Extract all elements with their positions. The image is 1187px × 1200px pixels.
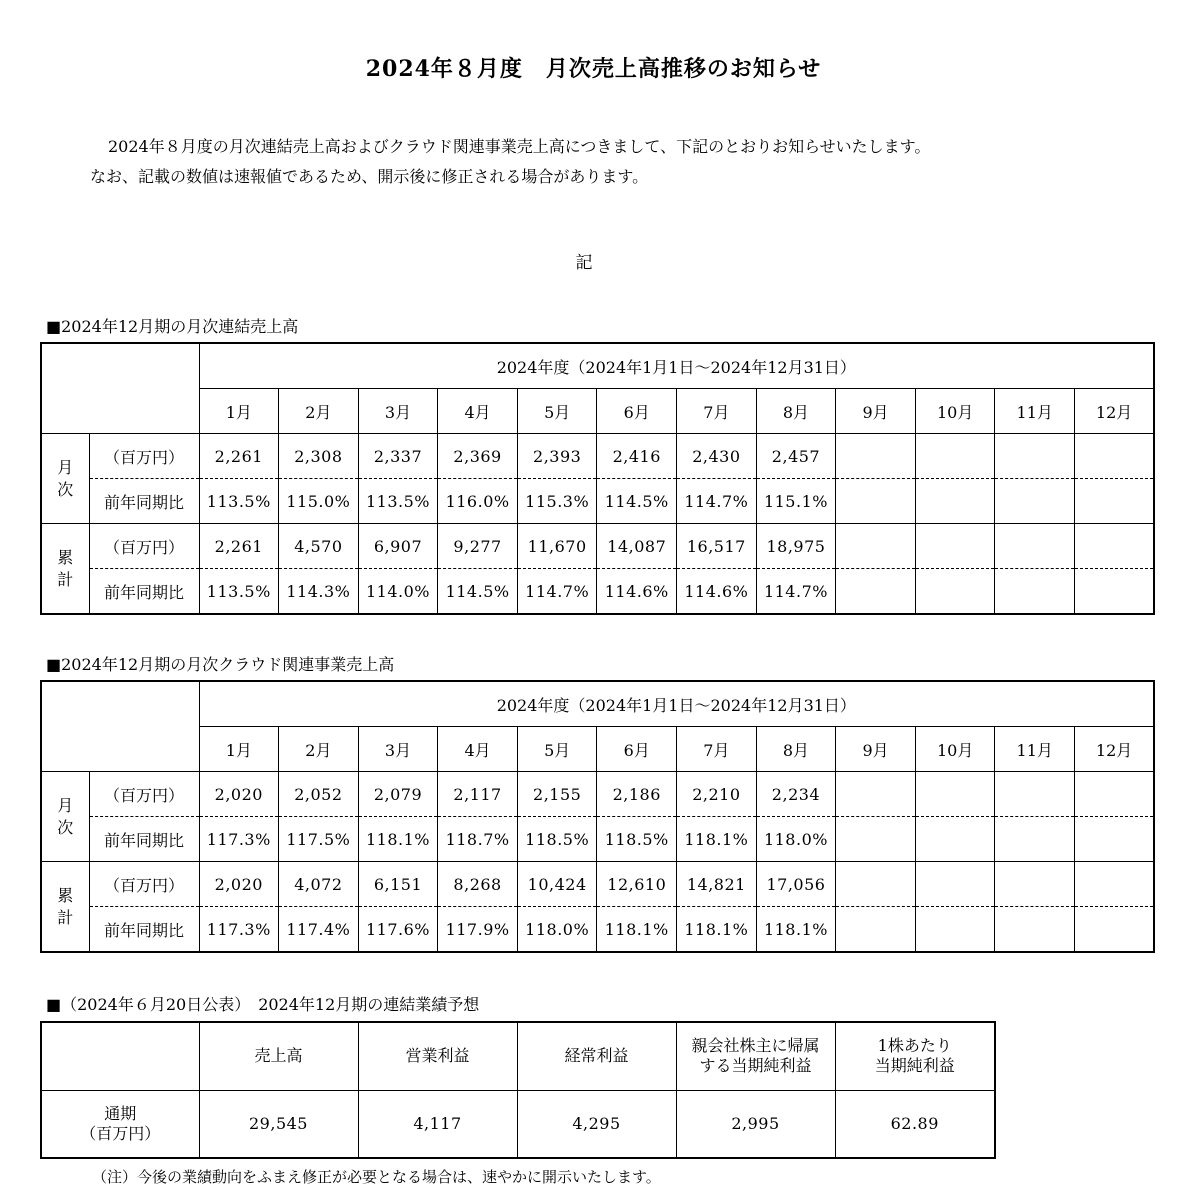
forecast-caption: ■（2024年６月20日公表） 2024年12月期の連結業績予想	[46, 995, 480, 1014]
value-cell	[836, 569, 916, 615]
value-cell	[1075, 524, 1155, 569]
header-line: 当期純利益	[874, 1056, 955, 1076]
value-cell: 2,234	[756, 772, 836, 817]
value-cell: 2,020	[199, 862, 279, 907]
value-cell: 118.0%	[517, 907, 597, 953]
header-line: 親会社株主に帰属	[691, 1036, 820, 1056]
value-cell: 114.5%	[438, 569, 518, 615]
value-cell: 117.4%	[279, 907, 359, 953]
value-cell: 16,517	[677, 524, 757, 569]
value-cell: 2,457	[756, 434, 836, 479]
value-cell: 2,117	[438, 772, 518, 817]
forecast-value: 29,545	[199, 1090, 358, 1158]
month-header: 7月	[677, 727, 757, 772]
value-cell: 2,337	[358, 434, 438, 479]
month-header: 8月	[756, 389, 836, 434]
value-cell: 118.0%	[756, 817, 836, 862]
month-header: 12月	[1075, 727, 1155, 772]
value-cell: 118.1%	[597, 907, 677, 953]
month-header: 12月	[1075, 389, 1155, 434]
header-row-period	[41, 343, 1154, 389]
value-cell	[1075, 434, 1155, 479]
value-cell	[995, 479, 1075, 524]
value-cell: 9,277	[438, 524, 518, 569]
month-header: 5月	[517, 727, 597, 772]
month-header: 2月	[279, 389, 359, 434]
forecast-value: 4,295	[517, 1090, 676, 1158]
value-cell: 11,670	[517, 524, 597, 569]
row-label: （百万円）	[89, 772, 199, 817]
value-cell: 2,052	[279, 772, 359, 817]
table-row	[41, 817, 1154, 862]
header-line: する当期純利益	[699, 1056, 812, 1076]
value-cell: 115.1%	[756, 479, 836, 524]
group-label	[41, 862, 89, 953]
month-header: 1月	[199, 727, 279, 772]
forecast-column-header	[676, 1022, 835, 1090]
value-cell: 8,268	[438, 862, 518, 907]
month-header: 6月	[597, 727, 677, 772]
month-header: 3月	[358, 727, 438, 772]
value-cell: 2,155	[517, 772, 597, 817]
value-cell	[1075, 772, 1155, 817]
group-label-char: 月	[57, 457, 74, 477]
value-cell: 118.5%	[517, 817, 597, 862]
value-cell	[995, 524, 1075, 569]
month-header: 10月	[915, 727, 995, 772]
value-cell: 2,261	[199, 434, 279, 479]
forecast-value: 4,117	[358, 1090, 517, 1158]
value-cell	[836, 772, 916, 817]
value-cell: 117.9%	[438, 907, 518, 953]
value-cell	[836, 817, 916, 862]
month-header: 3月	[358, 389, 438, 434]
value-cell: 118.1%	[358, 817, 438, 862]
table-row	[41, 569, 1154, 615]
value-cell: 113.5%	[199, 569, 279, 615]
group-label	[41, 434, 89, 524]
forecast-header-row	[41, 1022, 995, 1090]
period-header: 2024年度（2024年1月1日～2024年12月31日）	[199, 681, 1154, 727]
value-cell	[1075, 907, 1155, 953]
month-header: 9月	[836, 389, 916, 434]
value-cell: 6,151	[358, 862, 438, 907]
value-cell	[915, 772, 995, 817]
value-cell: 114.0%	[358, 569, 438, 615]
value-cell: 2,369	[438, 434, 518, 479]
value-cell	[995, 569, 1075, 615]
value-cell: 114.7%	[517, 569, 597, 615]
value-cell: 12,610	[597, 862, 677, 907]
month-header: 10月	[915, 389, 995, 434]
value-cell	[1075, 479, 1155, 524]
value-cell: 2,210	[677, 772, 757, 817]
value-cell	[915, 907, 995, 953]
month-header: 5月	[517, 389, 597, 434]
value-cell: 118.1%	[677, 817, 757, 862]
month-header: 2月	[279, 727, 359, 772]
header-line: 営業利益	[405, 1046, 470, 1066]
value-cell	[995, 772, 1075, 817]
month-header: 8月	[756, 727, 836, 772]
forecast-column-header	[358, 1022, 517, 1090]
value-cell	[915, 862, 995, 907]
consolidated-sales-caption: ■2024年12月期の月次連結売上高	[46, 317, 299, 336]
header-row-months	[41, 727, 1154, 772]
value-cell: 117.3%	[199, 817, 279, 862]
value-cell: 114.7%	[756, 569, 836, 615]
value-cell	[836, 524, 916, 569]
value-cell	[915, 569, 995, 615]
intro-paragraph-line1: 2024年８月度の月次連結売上高およびクラウド関連事業売上高につきまして、下記のとおりお知らせいたします。	[108, 137, 931, 156]
month-header: 9月	[836, 727, 916, 772]
value-cell	[836, 434, 916, 479]
group-label-char: 累	[57, 547, 74, 567]
value-cell: 114.6%	[597, 569, 677, 615]
value-cell: 118.1%	[756, 907, 836, 953]
forecast-table	[40, 1021, 996, 1159]
header-line: 経常利益	[564, 1046, 629, 1066]
group-label-char: 次	[57, 479, 74, 499]
month-header: 6月	[597, 389, 677, 434]
value-cell: 2,020	[199, 772, 279, 817]
value-cell: 2,308	[279, 434, 359, 479]
row-label-line: （百万円）	[80, 1123, 161, 1143]
value-cell: 118.7%	[438, 817, 518, 862]
value-cell: 2,416	[597, 434, 677, 479]
row-label: 前年同期比	[89, 479, 199, 524]
month-header: 11月	[995, 389, 1075, 434]
value-cell: 114.6%	[677, 569, 757, 615]
value-cell: 114.7%	[677, 479, 757, 524]
value-cell: 115.3%	[517, 479, 597, 524]
value-cell: 114.3%	[279, 569, 359, 615]
table-row	[41, 479, 1154, 524]
value-cell: 117.3%	[199, 907, 279, 953]
month-header: 1月	[199, 389, 279, 434]
month-header: 4月	[438, 727, 518, 772]
group-label-char: 累	[57, 885, 74, 905]
value-cell: 2,261	[199, 524, 279, 569]
header-line: 1株あたり	[877, 1036, 952, 1056]
row-label: 前年同期比	[89, 907, 199, 953]
value-cell	[836, 907, 916, 953]
value-cell: 114.5%	[597, 479, 677, 524]
value-cell: 117.5%	[279, 817, 359, 862]
table-row	[41, 862, 1154, 907]
table-row	[41, 772, 1154, 817]
intro-paragraph-line2: なお、記載の数値は速報値であるため、開示後に修正される場合があります。	[90, 167, 649, 186]
table-row	[41, 524, 1154, 569]
forecast-value: 62.89	[835, 1090, 995, 1158]
value-cell: 2,186	[597, 772, 677, 817]
corner-cell	[41, 681, 199, 772]
value-cell: 4,072	[279, 862, 359, 907]
forecast-value-row	[41, 1090, 995, 1158]
value-cell: 118.1%	[677, 907, 757, 953]
period-header: 2024年度（2024年1月1日～2024年12月31日）	[199, 343, 1154, 389]
header-row-months	[41, 389, 1154, 434]
forecast-note: （注）今後の業績動向をふまえ修正が必要となる場合は、速やかに開示いたします。	[92, 1168, 661, 1186]
value-cell: 14,087	[597, 524, 677, 569]
group-label-char: 月	[57, 795, 74, 815]
value-cell: 116.0%	[438, 479, 518, 524]
month-header: 7月	[677, 389, 757, 434]
group-label	[41, 772, 89, 862]
value-cell	[1075, 817, 1155, 862]
group-label-char: 計	[57, 907, 74, 927]
value-cell: 4,570	[279, 524, 359, 569]
value-cell	[995, 862, 1075, 907]
page-title: 2024年８月度 月次売上高推移のお知らせ	[365, 56, 822, 82]
value-cell	[1075, 862, 1155, 907]
value-cell: 6,907	[358, 524, 438, 569]
table-row	[41, 434, 1154, 479]
value-cell	[915, 524, 995, 569]
corner-cell	[41, 343, 199, 434]
value-cell	[995, 434, 1075, 479]
value-cell: 17,056	[756, 862, 836, 907]
value-cell	[836, 479, 916, 524]
forecast-column-header	[199, 1022, 358, 1090]
row-label-line: 通期	[104, 1103, 137, 1123]
value-cell: 113.5%	[358, 479, 438, 524]
value-cell: 113.5%	[199, 479, 279, 524]
ki-heading: 記	[575, 253, 593, 273]
row-label: （百万円）	[89, 862, 199, 907]
value-cell	[1075, 569, 1155, 615]
cloud-sales-table	[40, 680, 1155, 953]
row-label: （百万円）	[89, 524, 199, 569]
value-cell	[995, 907, 1075, 953]
group-label-char: 計	[57, 569, 74, 589]
value-cell: 2,393	[517, 434, 597, 479]
table-row	[41, 907, 1154, 953]
value-cell: 10,424	[517, 862, 597, 907]
value-cell: 18,975	[756, 524, 836, 569]
forecast-value: 2,995	[676, 1090, 835, 1158]
consolidated-sales-table	[40, 342, 1155, 615]
value-cell	[836, 862, 916, 907]
cloud-sales-caption: ■2024年12月期の月次クラウド関連事業売上高	[46, 655, 395, 674]
value-cell: 2,079	[358, 772, 438, 817]
row-label: 前年同期比	[89, 817, 199, 862]
value-cell: 118.5%	[597, 817, 677, 862]
row-label: 前年同期比	[89, 569, 199, 615]
group-label	[41, 524, 89, 615]
value-cell: 2,430	[677, 434, 757, 479]
header-line: 売上高	[254, 1046, 303, 1066]
corner-cell	[41, 1022, 199, 1090]
month-header: 4月	[438, 389, 518, 434]
value-cell	[915, 479, 995, 524]
forecast-column-header	[517, 1022, 676, 1090]
value-cell: 115.0%	[279, 479, 359, 524]
value-cell	[915, 434, 995, 479]
group-label-char: 次	[57, 817, 74, 837]
month-header: 11月	[995, 727, 1075, 772]
row-label: （百万円）	[89, 434, 199, 479]
value-cell: 117.6%	[358, 907, 438, 953]
value-cell	[915, 817, 995, 862]
value-cell: 14,821	[677, 862, 757, 907]
header-row-period	[41, 681, 1154, 727]
value-cell	[995, 817, 1075, 862]
forecast-column-header	[835, 1022, 995, 1090]
forecast-row-label	[41, 1090, 199, 1158]
